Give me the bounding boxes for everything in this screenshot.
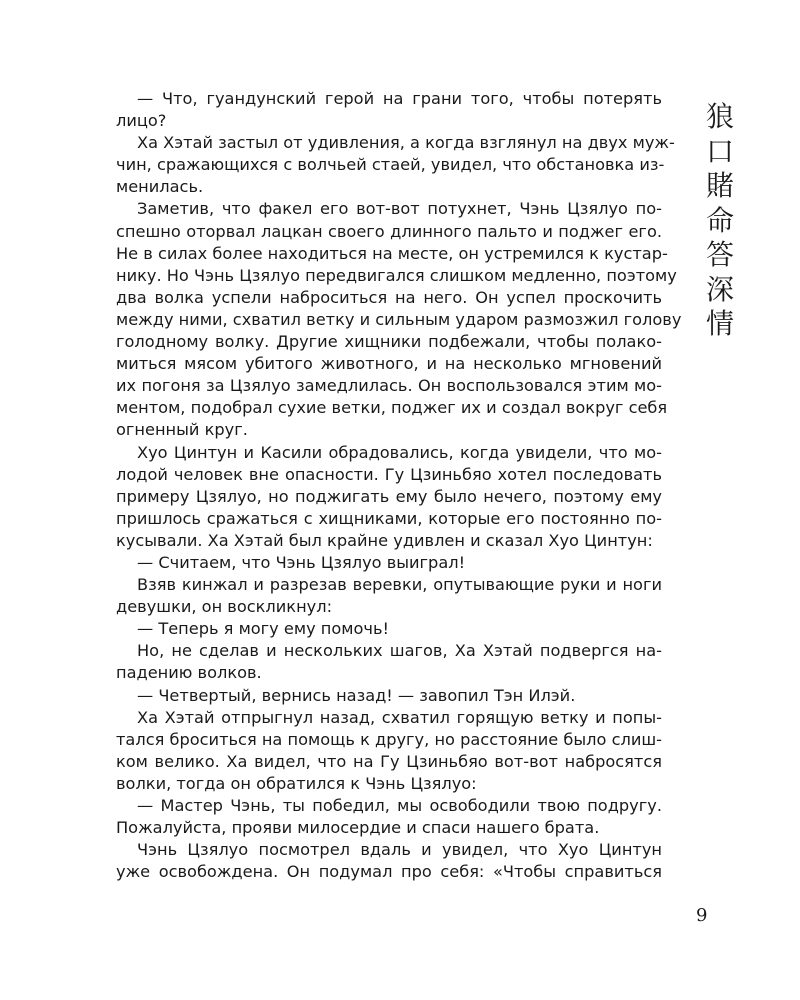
text-line: голодному волку. Другие хищники подбежали, чтобы полако- (116, 332, 662, 352)
text-line: — Четвертый, вернись назад! — завопил Тэн Илэй. (137, 685, 576, 705)
text-line: — Считаем, что Чэнь Цзялуо выиграл! (137, 552, 466, 572)
page-number: 9 (696, 905, 708, 926)
text-line: волки, тогда он обратился к Чэнь Цзялуо: (116, 773, 477, 793)
title-char: 情 (705, 307, 734, 340)
text-line: менилась. (116, 177, 204, 197)
text-line: чин, сражающихся с волчьей стаей, увидел, что обстановка из- (116, 155, 665, 175)
text-line: Пожалуйста, прояви милосердие и спаси нашего брата. (116, 818, 600, 838)
text-line: — Что, гуандунский герой на грани того, чтобы потерять (137, 89, 662, 108)
text-line: пришлось сражаться с хищниками, которые его постоянно по- (116, 508, 662, 528)
text-line: тался броситься на помощь к другу, но расстояние было слиш- (116, 729, 662, 749)
title-char: 口 (705, 134, 734, 168)
vertical-chapter-title (700, 100, 740, 342)
text-line: Взяв кинжал и разрезав веревки, опутывающие руки и ноги (137, 575, 662, 595)
text-line: миться мясом убитого животного, и на несколько мгновений (116, 354, 662, 374)
text-line: ком велико. Ха видел, что на Гу Цзиньбяо вот-вот набросятся (116, 751, 662, 771)
title-char: 答 (705, 238, 734, 271)
text-line: Не в силах более находиться на месте, он устремился к кустар- (116, 243, 668, 263)
text-line: Ха Хэтай застыл от удивления, а когда взглянул на двух муж- (137, 133, 675, 153)
text-line: Но, не сделав и нескольких шагов, Ха Хэтай подвергся на- (137, 641, 662, 661)
text-line: лодой человек вне опасности. Гу Цзиньбяо хотел последовать (116, 464, 662, 484)
body-text (116, 88, 682, 883)
text-line: Чэнь Цзялуо посмотрел вдаль и увидел, что Хуо Цинтун (137, 840, 662, 860)
text-line: Ха Хэтай отпрыгнул назад, схватил горящую ветку и попы- (137, 707, 662, 727)
text-line: лицо? (116, 111, 167, 131)
text-line: между ними, схватил ветку и сильным ударом размозжил голову (116, 309, 682, 329)
text-line: Заметив, что факел его вот-вот потухнет, Чэнь Цзялуо по- (137, 199, 662, 219)
text-line: огненный круг. (116, 420, 248, 440)
title-char: 命 (705, 203, 734, 237)
text-line: Хуо Цинтун и Касили обрадовались, когда увидели, что мо- (137, 442, 662, 462)
text-line: примеру Цзялуо, но поджигать ему было нечего, поэтому ему (116, 486, 662, 506)
text-line: спешно оторвал лацкан своего длинного пальто и поджег его. (116, 221, 662, 241)
text-line: их погоня за Цзялуо замедлилась. Он воспользовался этим мо- (116, 376, 662, 396)
text-line: уже освобождена. Он подумал про себя: «Чтобы справиться (116, 862, 662, 882)
text-line: два волка успели наброситься на него. Он успел проскочить (116, 287, 662, 307)
title-char: 賭 (705, 169, 734, 202)
title-char: 狼 (705, 100, 734, 133)
text-line: нику. Но Чэнь Цзялуо передвигался слишком медленно, поэтому (116, 265, 677, 285)
text-line: ментом, подобрал сухие ветки, поджег их и создал вокруг себя (116, 398, 668, 418)
text-line: падению волков. (116, 663, 262, 683)
text-line: кусывали. Ха Хэтай был крайне удивлен и сказал Хуо Цинтун: (116, 530, 653, 550)
text-line: девушки, он воскликнул: (116, 597, 333, 617)
title-char: 深 (705, 272, 734, 306)
text-line: — Теперь я могу ему помочь! (137, 619, 390, 639)
text-line: — Мастер Чэнь, ты победил, мы освободили твою подругу. (137, 796, 662, 815)
